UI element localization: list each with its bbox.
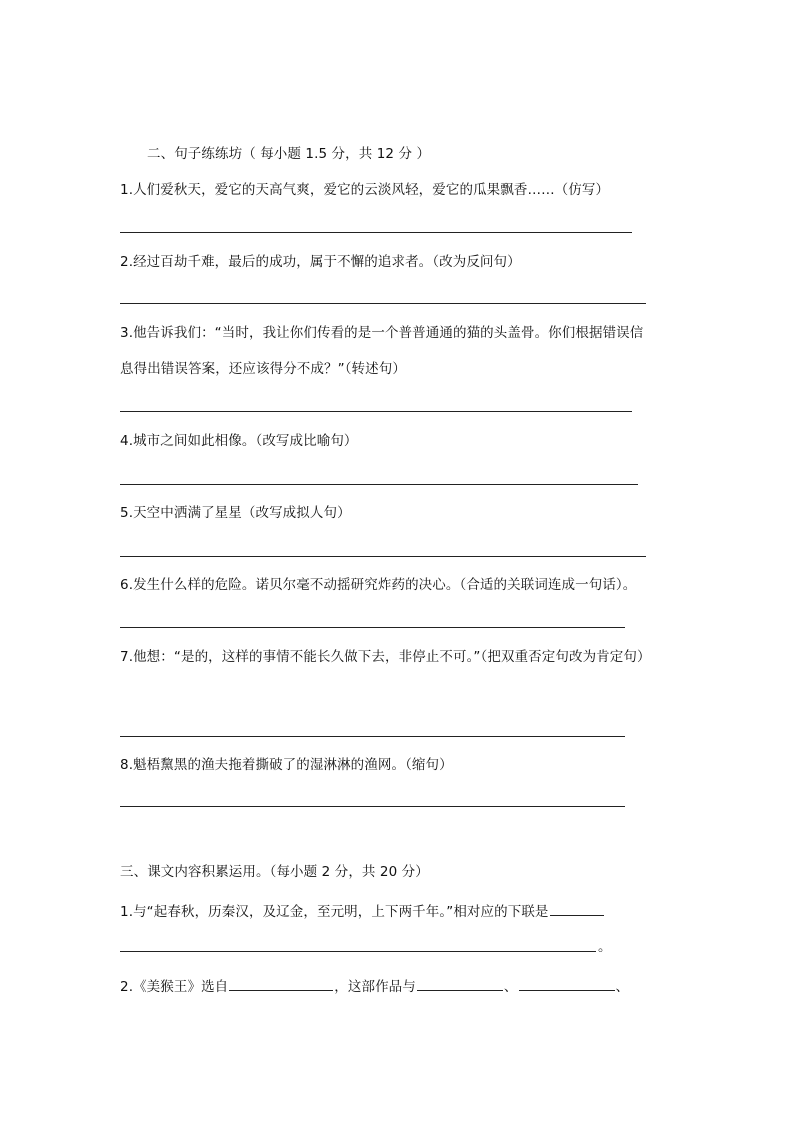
question-3-1-end: 。 bbox=[598, 939, 612, 955]
answer-line-2-1[interactable] bbox=[120, 232, 632, 233]
answer-line-2-6[interactable] bbox=[120, 627, 625, 628]
question-3-2-mid: ，这部作品与 bbox=[334, 979, 416, 995]
question-3-2-end: 、 bbox=[615, 979, 630, 995]
question-2-3-line2: 息得出错误答案，还应该得分不成？”（转述句） bbox=[120, 361, 406, 377]
answer-line-2-8[interactable] bbox=[120, 806, 625, 807]
answer-line-2-3[interactable] bbox=[120, 411, 632, 412]
question-3-1-text: 1.与“起春秋，历秦汉，及辽金，至元明，上下两千年。”相对应的下联是 bbox=[120, 904, 549, 920]
question-3-2-text: 2.《美猴王》选自 bbox=[120, 979, 229, 995]
question-2-7: 7.他想：“是的，这样的事情不能长久做下去，非停止不可。”（把双重否定句改为肯定句） bbox=[120, 649, 651, 665]
fill-blank-3-2a[interactable] bbox=[229, 976, 333, 991]
question-2-3-line1: 3.他告诉我们：“当时，我让你们传看的是一个普普通通的猫的头盖骨。你们根据错误信 bbox=[120, 325, 644, 341]
question-2-5: 5.天空中洒满了星星（改写成拟人句） bbox=[120, 505, 351, 521]
question-2-4: 4.城市之间如此相像。（改写成比喻句） bbox=[120, 433, 358, 449]
fill-blank-3-2b[interactable] bbox=[417, 976, 503, 991]
fill-blank-3-1a[interactable] bbox=[550, 901, 604, 916]
section-3-title: 三、课文内容积累运用。（每小题 2 分，共 20 分） bbox=[120, 864, 429, 880]
question-2-1: 1.人们爱秋天，爱它的天高气爽，爱它的云淡风轻，爱它的瓜果飘香……（仿写） bbox=[120, 182, 610, 198]
question-2-8: 8.魁梧黧黑的渔夫拖着撕破了的湿淋淋的渔网。（缩句） bbox=[120, 757, 453, 773]
question-3-2 bbox=[120, 976, 629, 996]
answer-line-2-4[interactable] bbox=[120, 484, 638, 485]
question-3-1 bbox=[120, 901, 605, 921]
question-3-2-sep: 、 bbox=[503, 979, 518, 995]
answer-line-2-7[interactable] bbox=[120, 736, 625, 737]
fill-blank-3-1b[interactable] bbox=[120, 951, 596, 952]
fill-blank-3-2c[interactable] bbox=[519, 976, 615, 991]
question-2-6: 6.发生什么样的危险。诺贝尔毫不动摇研究炸药的决心。（合适的关联词连成一句话）。 bbox=[120, 577, 637, 593]
answer-line-2-2[interactable] bbox=[120, 303, 646, 304]
section-2-title: 二、句子练练坊（ 每小题 1.5 分，共 12 分 ） bbox=[147, 146, 431, 162]
question-2-2: 2.经过百劫千难，最后的成功，属于不懈的追求者。（改为反问句） bbox=[120, 254, 521, 270]
answer-line-2-5[interactable] bbox=[120, 556, 646, 557]
